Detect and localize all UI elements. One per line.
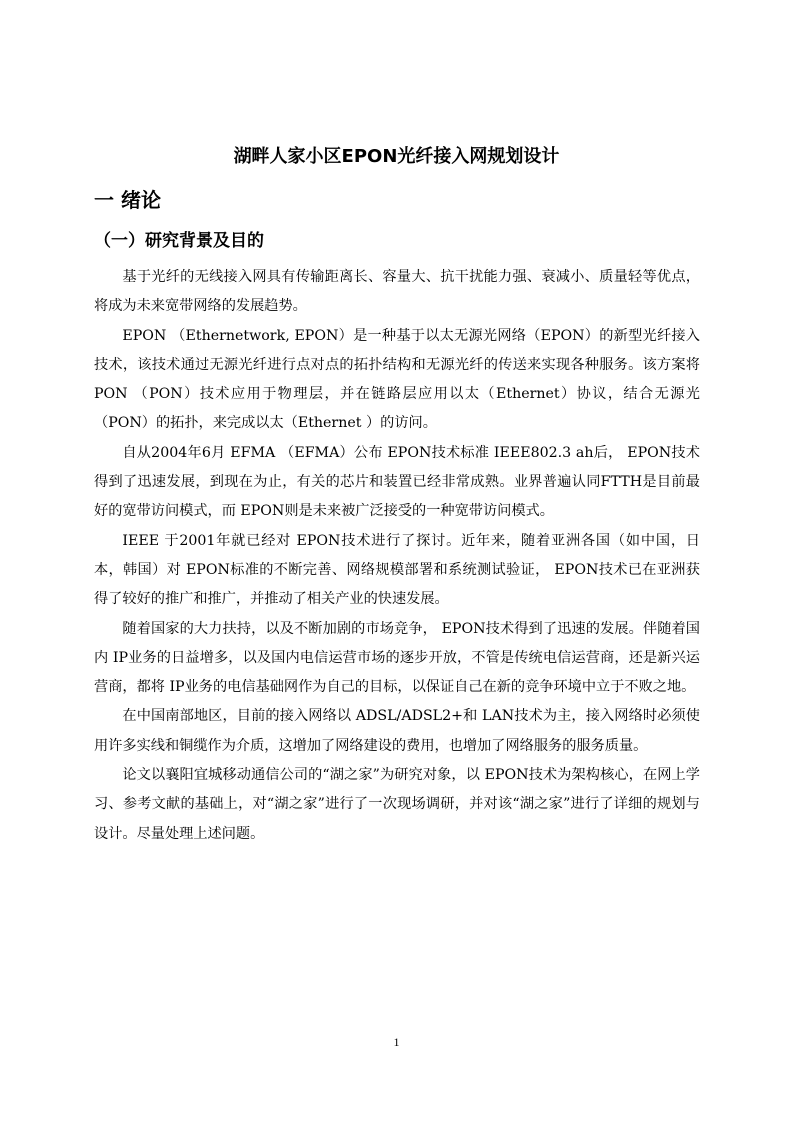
paragraph-6: 在中国南部地区，目前的接入网络以 ADSL/ADSL2+和 LAN技术为主，接入网络时必须使用许多实线和铜缆作为介质，这增加了网络建设的费用，也增加了网络服务的服务质量。 bbox=[94, 708, 700, 754]
page-number: 1 bbox=[393, 1035, 400, 1049]
paragraph-3: 自从2004年6月 EFMA （EFMA）公布 EPON技术标准 IEEE802.3 ah后， EPON技术得到了迅速发展，到现在为止，有关的芯片和装置已经非常成熟。业界普遍认同FTTH是目前最好的宽带访问模式，而 EPON则是未来被广泛接受的一种宽带访问模式。 bbox=[94, 444, 700, 520]
section-heading: （一）研究背景及目的 bbox=[94, 231, 264, 251]
document-title: 湖畔人家小区EPON光纤接入网规划设计 bbox=[233, 146, 560, 167]
paragraph-4: IEEE 于2001年就已经对 EPON技术进行了探讨。近年来，随着亚洲各国（如中国，日本，韩国）对 EPON标准的不断完善、网络规模部署和系统测试验证， EPON技术已在亚洲获得了较好的推广和推广，并推动了相关产业的快速发展。 bbox=[94, 532, 700, 608]
chapter-heading: 一 绪论 bbox=[94, 188, 161, 212]
paragraph-2: EPON （Ethernetwork, EPON）是一种基于以太无源光网络（EPON）的新型光纤接入技术，该技术通过无源光纤进行点对点的拓扑结构和无源光纤的传送来实现各种服务。该方案将 PON （PON）技术应用于物理层，并在链路层应用以太（Ethernet）协议，结合无源光（PON）的拓扑，来完成以太（Ethernet ）的访问。 bbox=[94, 327, 700, 432]
body-text bbox=[94, 263, 700, 849]
paragraph-7: 论文以襄阳宜城移动通信公司的“湖之家”为研究对象，以 EPON技术为架构核心，在网上学习、参考文献的基础上，对“湖之家”进行了一次现场调研，并对该“湖之家”进行了详细的规划与设计。尽量处理上述问题。 bbox=[94, 767, 700, 842]
paragraph-1: 基于光纤的无线接入网具有传输距离长、容量大、抗干扰能力强、衰减小、质量轻等优点，将成为未来宽带网络的发展趋势。 bbox=[94, 269, 700, 315]
paragraph-5: 随着国家的大力扶持，以及不断加剧的市场竞争， EPON技术得到了迅速的发展。伴随着国内 IP业务的日益增多，以及国内电信运营市场的逐步开放，不管是传统电信运营商，还是新兴运营商，都将 IP业务的电信基础网作为自己的目标，以保证自己在新的竞争环境中立于不败之地。 bbox=[94, 620, 700, 696]
